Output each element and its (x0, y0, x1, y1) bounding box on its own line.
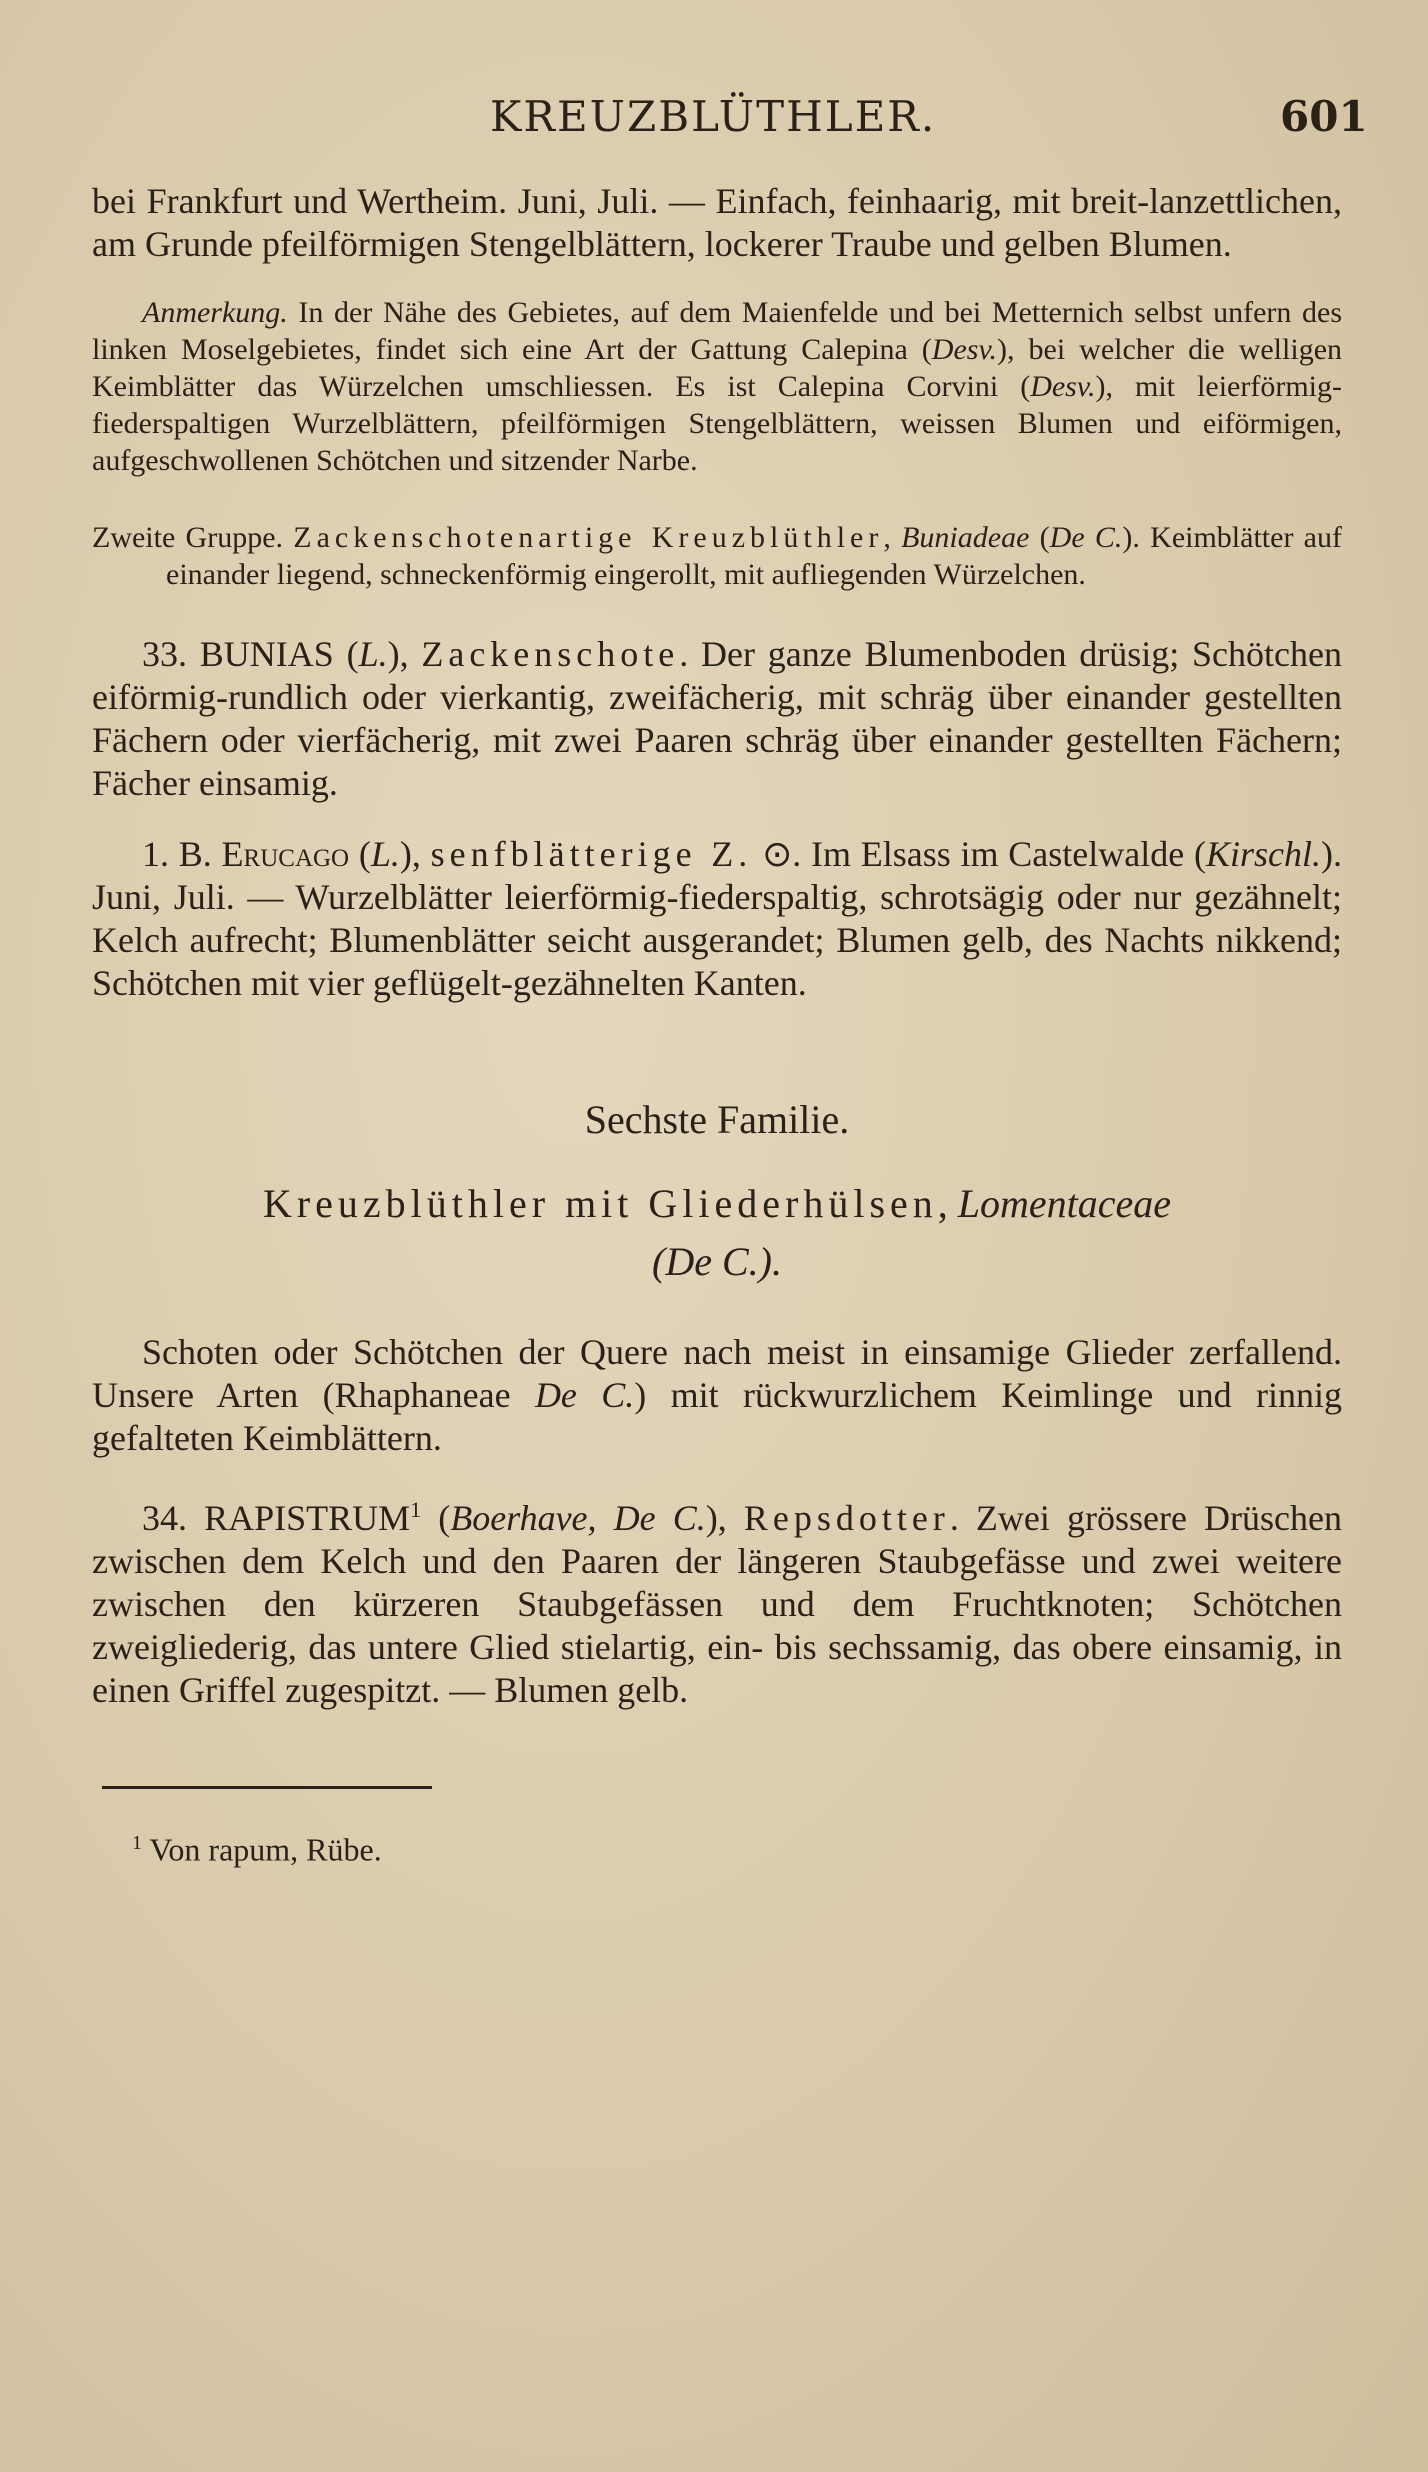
genus-entry-bunias: 33. BUNIAS (L.), Zackenschote. Der ganze Blumenboden drüsig; Schötchen eiförmig-rundlich oder vierkantig, zweifächerig, mit schräg über einander gestellten Fächern oder vierfächerig, mit zwei Paaren schräg über einander gestellten Fächern; Fächer einsamig. (92, 634, 1342, 803)
footnote-ref: 1 (410, 1497, 422, 1522)
species-entry-erucago: 1. B. Erucago (L.), senfblätterige Z. ⊙. Im Elsass im Castelwalde (Kirschl.). Juni, Juli. — Wurzelblätter leierförmig-fiederspaltig, schrotsägig oder nur gezähnelt; Kelch aufrecht; Blumenblätter seicht ausgerandet; Blumen gelb, des Nachts nikkend; Schötchen mit vier geflügelt-gezähnelten Kanten. (92, 834, 1342, 1003)
page-number: 601 (1280, 92, 1368, 141)
page-header (0, 92, 1428, 152)
paragraph-continuation: bei Frankfurt und Wertheim. Juni, Juli. — Einfach, feinhaarig, mit breit-lanzettlichen, am Grunde pfeilförmigen Stengelblättern, lockerer Traube und gelben Blumen. (92, 181, 1342, 264)
footnote: $^1$ Von rapum, Rübe. (132, 1831, 382, 1868)
note-label: Anmerkung. (142, 296, 288, 329)
genus-entry-rapistrum: 34. RAPISTRUM$^1$ (Boerhave, De C.), Repsdotter. Zwei grössere Drüschen zwischen dem Kelch und den Paaren der längeren Staubgefässe und zwei weitere zwischen den kürzeren Staubgefässen und dem Fruchtknoten; Schötchen zweigliederig, das untere Glied stielartig, ein- bis sechssamig, das obere einsamig, in einen Griffel zugespitzt. — Blumen gelb. (92, 1497, 1342, 1710)
annual-symbol: ⊙. (752, 834, 802, 874)
family-authority: (De C.). (652, 1239, 782, 1284)
family-title: Sechste Familie. (584, 1097, 850, 1142)
family-name: Kreuzblüthler mit Gliederhülsen, Lomentaceae (262, 1181, 1172, 1226)
page-content (92, 180, 1342, 1870)
family-description: Schoten oder Schötchen der Quere nach meist in einsamige Glieder zerfallend. Unsere Arten (Rhaphaneae De C.) mit rückwurzlichem Keimlinge und rinnig gefalteten Keimblättern. (92, 1332, 1342, 1458)
group-heading: Zweite Gruppe. Zackenschotenartige Kreuzblüthler, Buniadeae (De C.). Keimblätter auf einander liegend, schneckenförmig eingerollt, mit aufliegenden Würzelchen. (92, 521, 1342, 591)
annotation-note: Anmerkung. In der Nähe des Gebietes, auf dem Maienfelde und bei Metternich selbst unfern des linken Moselgebietes, findet sich eine Art der Gattung Calepina (Desv.), bei welcher die welligen Keimblätter das Würzelchen umschliessen. Es ist Calepina Corvini (Desv.), mit leierförmig-fiederspaltigen Wurzelblättern, pfeilförmigen Stengelblättern, weissen Blumen und eiförmigen, aufgeschwollenen Schötchen und sitzender Narbe. (92, 296, 1343, 477)
running-title: KREUZBLÜTHLER. (490, 92, 937, 141)
